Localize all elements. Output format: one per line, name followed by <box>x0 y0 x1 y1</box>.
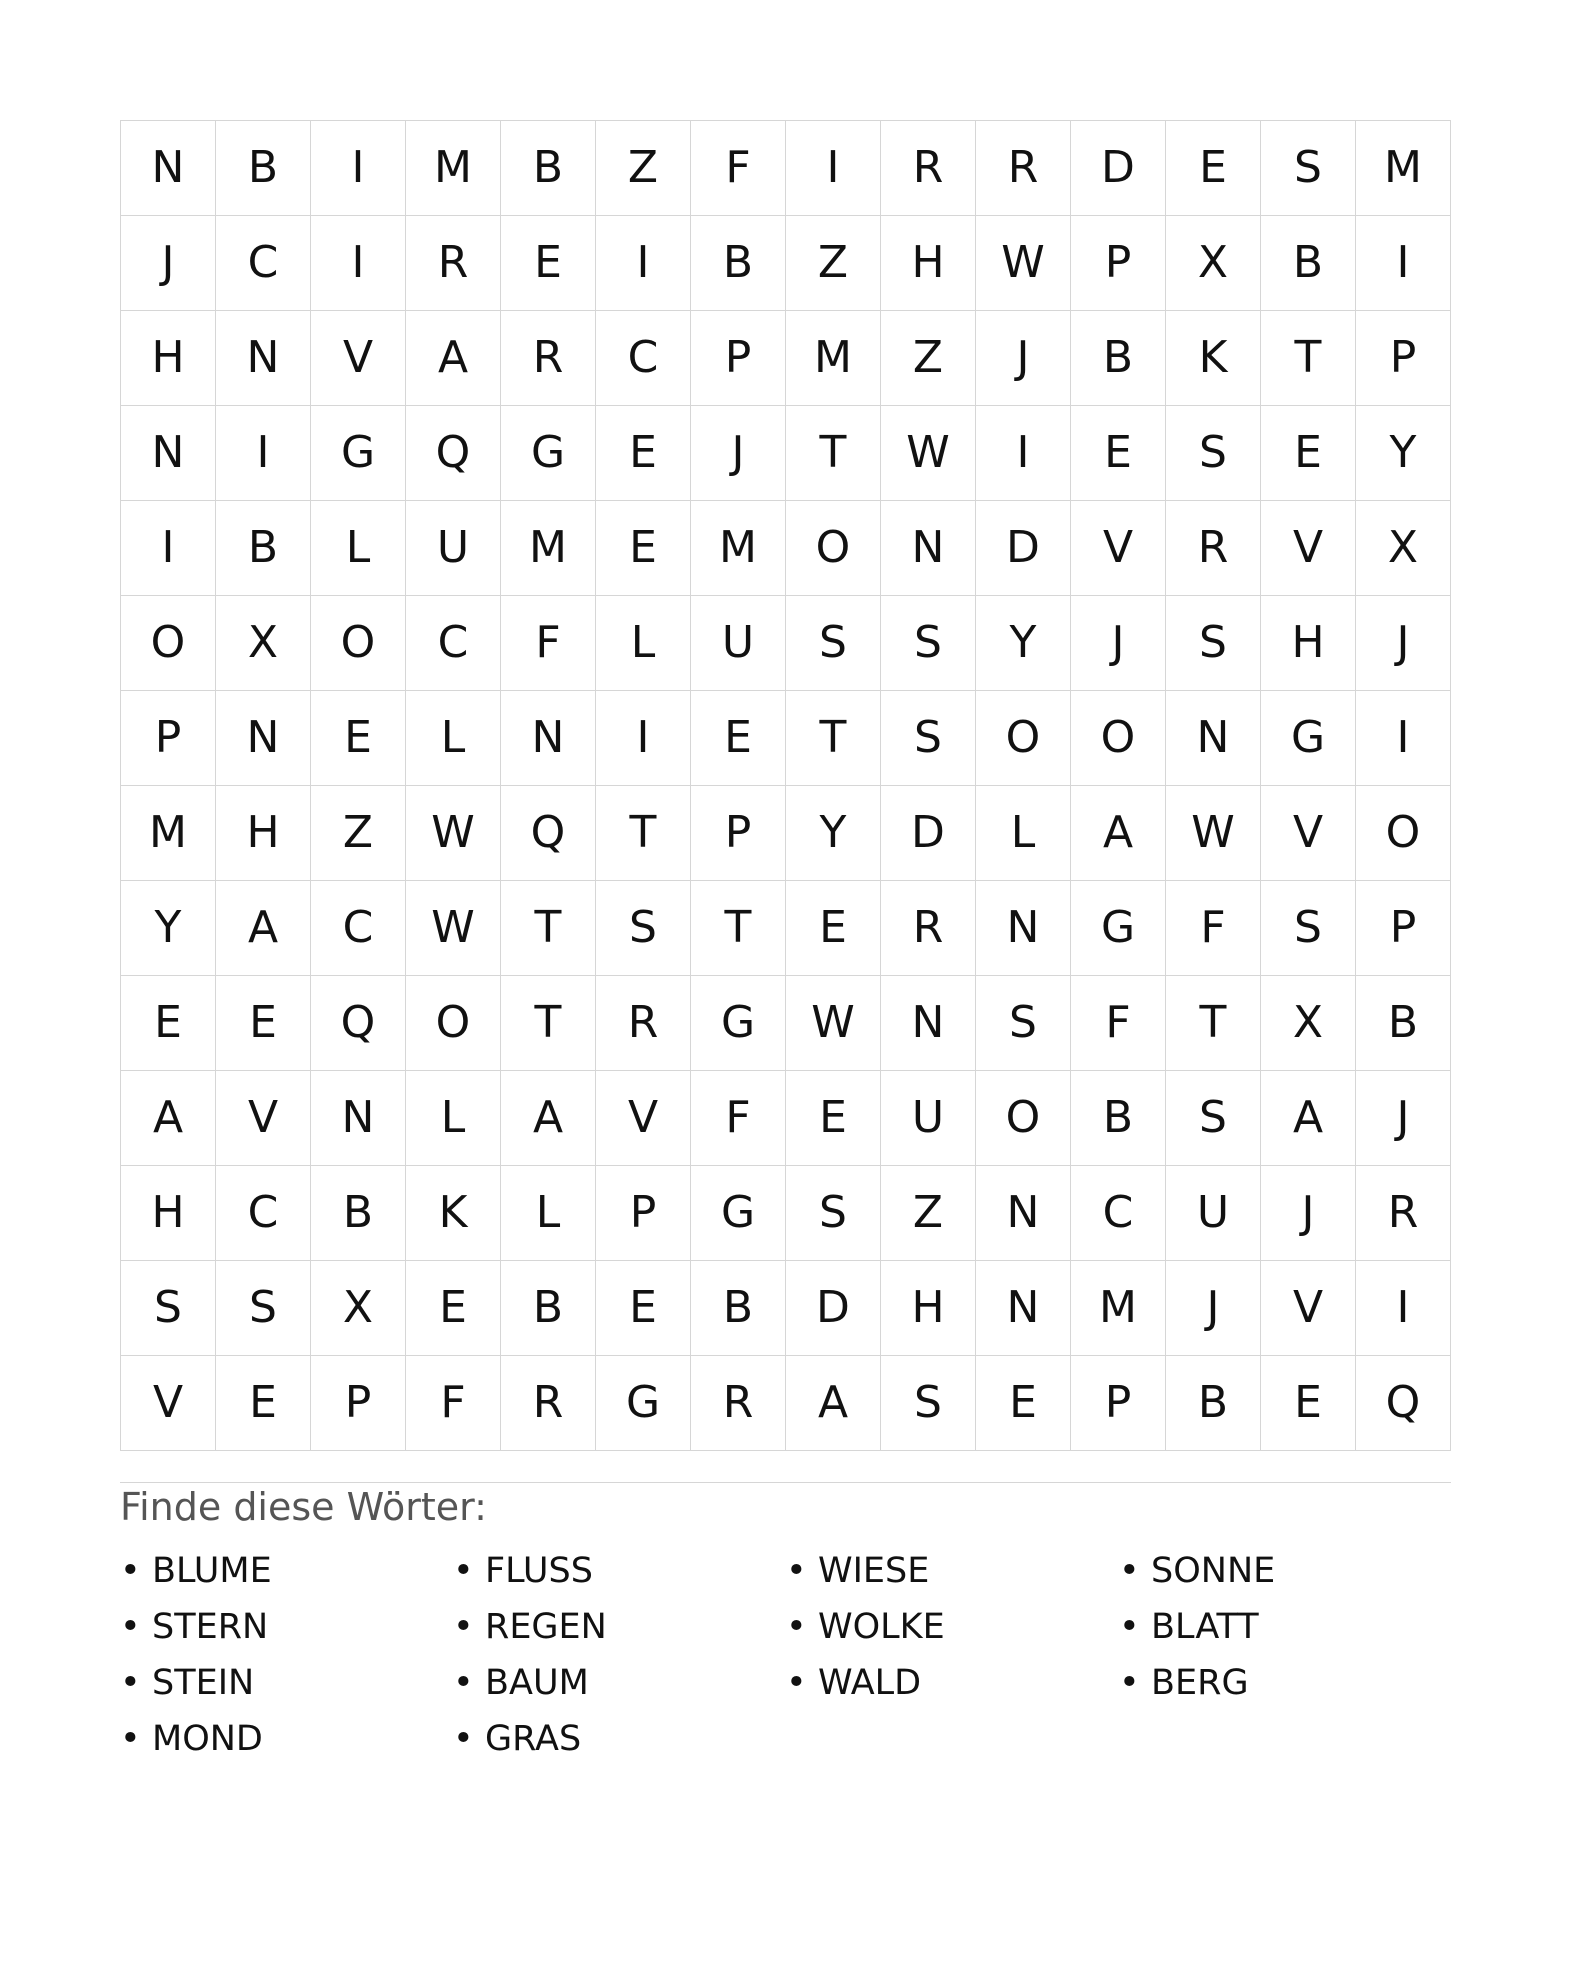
grid-cell[interactable]: L <box>596 596 691 691</box>
grid-cell[interactable]: T <box>501 881 596 976</box>
grid-cell[interactable]: E <box>1261 1356 1356 1451</box>
word-list-item <box>1119 1655 1452 1711</box>
grid-cell[interactable]: D <box>976 501 1071 596</box>
grid-cell[interactable]: F <box>1071 976 1166 1071</box>
grid-cell[interactable]: B <box>1261 216 1356 311</box>
grid-cell[interactable]: U <box>881 1071 976 1166</box>
grid-cell[interactable]: K <box>1166 311 1261 406</box>
grid-cell[interactable]: L <box>501 1166 596 1261</box>
grid-cell[interactable]: I <box>1356 216 1451 311</box>
grid-cell[interactable]: C <box>1071 1166 1166 1261</box>
grid-cell[interactable]: I <box>121 501 216 596</box>
grid-cell[interactable]: N <box>216 691 311 786</box>
grid-cell[interactable]: M <box>406 121 501 216</box>
grid-cell[interactable]: S <box>596 881 691 976</box>
grid-cell[interactable]: I <box>311 121 406 216</box>
grid-cell[interactable]: N <box>311 1071 406 1166</box>
grid-cell[interactable]: Q <box>406 406 501 501</box>
grid-cell[interactable]: H <box>121 311 216 406</box>
word-list-item <box>786 1655 1119 1711</box>
grid-cell[interactable]: R <box>1356 1166 1451 1261</box>
grid-cell[interactable]: A <box>216 881 311 976</box>
grid-cell[interactable]: E <box>1166 121 1261 216</box>
bullet-icon: • <box>1119 1607 1140 1647</box>
word-label: BLUME <box>152 1551 272 1591</box>
grid-cell[interactable]: J <box>691 406 786 501</box>
word-label: BLATT <box>1151 1607 1259 1647</box>
grid-cell[interactable]: E <box>596 1261 691 1356</box>
grid-cell[interactable]: K <box>406 1166 501 1261</box>
bullet-icon: • <box>786 1551 807 1591</box>
grid-cell[interactable]: P <box>596 1166 691 1261</box>
grid-cell[interactable]: B <box>1166 1356 1261 1451</box>
grid-cell[interactable]: H <box>216 786 311 881</box>
grid-cell[interactable]: W <box>1166 786 1261 881</box>
word-label: STERN <box>152 1607 269 1647</box>
grid-cell[interactable]: J <box>1356 596 1451 691</box>
grid-cell[interactable]: O <box>311 596 406 691</box>
bullet-icon: • <box>120 1663 141 1703</box>
word-list-item <box>453 1599 786 1655</box>
grid-cell[interactable]: I <box>311 216 406 311</box>
bullet-icon: • <box>453 1719 474 1759</box>
word-label: BAUM <box>485 1663 589 1703</box>
grid-cell[interactable]: Y <box>121 881 216 976</box>
grid-cell[interactable]: L <box>406 691 501 786</box>
grid-cell[interactable]: E <box>691 691 786 786</box>
grid-cell[interactable]: M <box>1356 121 1451 216</box>
grid-cell[interactable]: S <box>1261 121 1356 216</box>
grid-cell[interactable]: B <box>216 121 311 216</box>
grid-cell[interactable]: O <box>976 1071 1071 1166</box>
grid-cell[interactable]: P <box>1356 311 1451 406</box>
grid-cell[interactable]: Z <box>881 1166 976 1261</box>
grid-cell[interactable]: A <box>1071 786 1166 881</box>
grid-cell[interactable]: P <box>121 691 216 786</box>
grid-cell[interactable]: O <box>121 596 216 691</box>
grid-cell[interactable]: E <box>216 1356 311 1451</box>
grid-cell[interactable]: P <box>311 1356 406 1451</box>
word-list-item <box>120 1543 453 1599</box>
grid-cell[interactable]: R <box>976 121 1071 216</box>
grid-cell[interactable]: E <box>501 216 596 311</box>
grid-cell[interactable]: G <box>1071 881 1166 976</box>
grid-cell[interactable]: N <box>501 691 596 786</box>
grid-cell[interactable]: P <box>1071 1356 1166 1451</box>
grid-cell[interactable]: M <box>1071 1261 1166 1356</box>
word-list-title: Finde diese Wörter: <box>120 1485 487 1529</box>
word-list-item <box>120 1655 453 1711</box>
grid-cell[interactable]: R <box>501 1356 596 1451</box>
grid-cell[interactable]: N <box>121 406 216 501</box>
grid-cell[interactable]: L <box>311 501 406 596</box>
grid-cell[interactable]: B <box>311 1166 406 1261</box>
grid-cell[interactable]: Z <box>786 216 881 311</box>
grid-cell[interactable]: J <box>1071 596 1166 691</box>
grid-cell[interactable]: A <box>1261 1071 1356 1166</box>
grid-cell[interactable]: S <box>881 691 976 786</box>
grid-cell[interactable]: X <box>311 1261 406 1356</box>
grid-cell[interactable]: N <box>881 976 976 1071</box>
divider <box>120 1482 1451 1483</box>
grid-cell[interactable]: V <box>1261 786 1356 881</box>
grid-cell[interactable]: G <box>596 1356 691 1451</box>
word-list-item <box>786 1599 1119 1655</box>
grid-cell[interactable]: T <box>1261 311 1356 406</box>
grid-cell[interactable]: E <box>121 976 216 1071</box>
grid-cell[interactable]: O <box>406 976 501 1071</box>
grid-cell[interactable]: E <box>596 406 691 501</box>
bullet-icon: • <box>1119 1551 1140 1591</box>
grid-cell[interactable]: O <box>1356 786 1451 881</box>
grid-cell[interactable]: U <box>691 596 786 691</box>
word-label: MOND <box>152 1719 263 1759</box>
word-list-item <box>453 1543 786 1599</box>
grid-cell[interactable]: C <box>596 311 691 406</box>
grid-cell[interactable]: B <box>1356 976 1451 1071</box>
word-list <box>120 1543 1452 1767</box>
grid-cell[interactable]: G <box>1261 691 1356 786</box>
grid-cell[interactable]: S <box>1166 596 1261 691</box>
word-label: WIESE <box>818 1551 930 1591</box>
grid-cell[interactable]: P <box>691 786 786 881</box>
grid-cell[interactable]: J <box>976 311 1071 406</box>
grid-cell[interactable]: E <box>976 1356 1071 1451</box>
grid-cell[interactable]: J <box>1356 1071 1451 1166</box>
grid-cell[interactable]: I <box>1356 1261 1451 1356</box>
bullet-icon: • <box>453 1607 474 1647</box>
grid-cell[interactable]: W <box>406 786 501 881</box>
grid-cell[interactable]: R <box>881 881 976 976</box>
grid-cell[interactable]: B <box>501 121 596 216</box>
grid-cell[interactable]: B <box>1071 1071 1166 1166</box>
grid-cell[interactable]: Z <box>596 121 691 216</box>
grid-cell[interactable]: S <box>1166 406 1261 501</box>
bullet-icon: • <box>453 1551 474 1591</box>
grid-cell[interactable]: X <box>1356 501 1451 596</box>
grid-cell[interactable]: N <box>976 1261 1071 1356</box>
grid-cell[interactable]: P <box>1071 216 1166 311</box>
bullet-icon: • <box>786 1607 807 1647</box>
grid-cell[interactable]: X <box>1166 216 1261 311</box>
grid-cell[interactable]: T <box>786 406 881 501</box>
grid-cell[interactable]: C <box>311 881 406 976</box>
grid-cell[interactable]: F <box>691 121 786 216</box>
word-label: SONNE <box>1151 1551 1276 1591</box>
grid-cell[interactable]: Y <box>976 596 1071 691</box>
word-list-item <box>786 1543 1119 1599</box>
word-list-item <box>1119 1599 1452 1655</box>
grid-cell[interactable]: I <box>786 121 881 216</box>
grid-cell[interactable]: E <box>406 1261 501 1356</box>
word-list-item <box>120 1711 453 1767</box>
word-list-item <box>1119 1543 1452 1599</box>
grid-cell[interactable]: B <box>501 1261 596 1356</box>
grid-cell[interactable]: B <box>216 501 311 596</box>
grid-cell[interactable]: O <box>976 691 1071 786</box>
grid-cell[interactable]: E <box>786 1071 881 1166</box>
grid-cell[interactable]: Y <box>1356 406 1451 501</box>
grid-cell[interactable]: Q <box>1356 1356 1451 1451</box>
grid-cell[interactable]: B <box>691 1261 786 1356</box>
grid-cell[interactable]: E <box>1261 406 1356 501</box>
grid-cell[interactable]: A <box>406 311 501 406</box>
grid-cell[interactable]: V <box>311 311 406 406</box>
grid-cell[interactable]: G <box>691 1166 786 1261</box>
bullet-icon: • <box>1119 1663 1140 1703</box>
grid-cell[interactable]: R <box>881 121 976 216</box>
grid-cell[interactable]: O <box>786 501 881 596</box>
grid-cell[interactable]: B <box>691 216 786 311</box>
grid-cell[interactable]: Z <box>311 786 406 881</box>
grid-cell[interactable]: G <box>501 406 596 501</box>
grid-cell[interactable]: W <box>786 976 881 1071</box>
grid-cell[interactable]: S <box>786 1166 881 1261</box>
grid-cell[interactable]: Z <box>881 311 976 406</box>
grid-cell[interactable]: N <box>216 311 311 406</box>
grid-cell[interactable]: W <box>976 216 1071 311</box>
word-list-item <box>453 1655 786 1711</box>
grid-cell[interactable]: H <box>881 1261 976 1356</box>
grid-cell[interactable]: I <box>596 691 691 786</box>
grid-cell[interactable]: D <box>786 1261 881 1356</box>
grid-cell[interactable]: N <box>1166 691 1261 786</box>
grid-cell[interactable]: E <box>216 976 311 1071</box>
grid-cell[interactable]: C <box>406 596 501 691</box>
grid-cell[interactable]: P <box>1356 881 1451 976</box>
grid-cell[interactable]: E <box>596 501 691 596</box>
bullet-icon: • <box>120 1551 141 1591</box>
grid-cell[interactable]: V <box>216 1071 311 1166</box>
grid-cell[interactable]: X <box>1261 976 1356 1071</box>
word-label: WOLKE <box>818 1607 945 1647</box>
word-label: BERG <box>1151 1663 1249 1703</box>
word-list-item <box>120 1599 453 1655</box>
grid-cell[interactable]: T <box>786 691 881 786</box>
grid-cell[interactable]: L <box>976 786 1071 881</box>
grid-cell[interactable]: W <box>406 881 501 976</box>
grid-cell[interactable]: J <box>121 216 216 311</box>
grid-cell[interactable]: I <box>1356 691 1451 786</box>
bullet-icon: • <box>453 1663 474 1703</box>
grid-cell[interactable]: J <box>1261 1166 1356 1261</box>
grid-cell[interactable]: M <box>501 501 596 596</box>
grid-cell[interactable]: I <box>976 406 1071 501</box>
word-label: REGEN <box>485 1607 607 1647</box>
grid-cell[interactable]: F <box>501 596 596 691</box>
grid-cell[interactable]: T <box>1166 976 1261 1071</box>
grid-cell[interactable]: A <box>501 1071 596 1166</box>
grid-cell[interactable]: X <box>216 596 311 691</box>
grid-cell[interactable]: Q <box>501 786 596 881</box>
letter-grid <box>120 120 1451 1451</box>
grid-cell[interactable]: V <box>1261 501 1356 596</box>
grid-cell[interactable]: G <box>691 976 786 1071</box>
grid-cell[interactable]: U <box>1166 1166 1261 1261</box>
grid-cell[interactable]: V <box>121 1356 216 1451</box>
grid-cell[interactable]: M <box>121 786 216 881</box>
grid-cell[interactable]: S <box>881 596 976 691</box>
grid-cell[interactable]: C <box>216 1166 311 1261</box>
grid-cell[interactable]: S <box>786 596 881 691</box>
grid-cell[interactable]: M <box>691 501 786 596</box>
grid-cell[interactable]: N <box>976 1166 1071 1261</box>
grid-cell[interactable]: N <box>881 501 976 596</box>
word-list-item <box>453 1711 786 1767</box>
grid-cell[interactable]: W <box>881 406 976 501</box>
grid-cell[interactable]: A <box>786 1356 881 1451</box>
grid-cell[interactable]: H <box>121 1166 216 1261</box>
grid-cell[interactable]: O <box>1071 691 1166 786</box>
grid-cell[interactable]: U <box>406 501 501 596</box>
grid-cell[interactable]: T <box>501 976 596 1071</box>
bullet-icon: • <box>120 1607 141 1647</box>
grid-cell[interactable]: S <box>1261 881 1356 976</box>
grid-cell[interactable]: Q <box>311 976 406 1071</box>
grid-cell[interactable]: J <box>1166 1261 1261 1356</box>
grid-cell[interactable]: B <box>1071 311 1166 406</box>
grid-cell[interactable]: N <box>976 881 1071 976</box>
grid-cell[interactable]: R <box>1166 501 1261 596</box>
grid-cell[interactable]: L <box>406 1071 501 1166</box>
grid-cell[interactable]: I <box>216 406 311 501</box>
grid-cell[interactable]: R <box>501 311 596 406</box>
grid-cell[interactable]: N <box>121 121 216 216</box>
word-label: STEIN <box>152 1663 255 1703</box>
bullet-icon: • <box>120 1719 141 1759</box>
grid-cell[interactable]: E <box>311 691 406 786</box>
grid-cell[interactable]: A <box>121 1071 216 1166</box>
grid-cell[interactable]: E <box>1071 406 1166 501</box>
grid-cell[interactable]: T <box>596 786 691 881</box>
grid-cell[interactable]: V <box>1071 501 1166 596</box>
grid-cell[interactable]: S <box>881 1356 976 1451</box>
bullet-icon: • <box>786 1663 807 1703</box>
word-label: GRAS <box>485 1719 582 1759</box>
grid-cell[interactable]: M <box>786 311 881 406</box>
grid-cell[interactable]: S <box>121 1261 216 1356</box>
grid-cell[interactable]: S <box>1166 1071 1261 1166</box>
grid-cell[interactable]: H <box>1261 596 1356 691</box>
word-label: FLUSS <box>485 1551 593 1591</box>
word-label: WALD <box>818 1663 922 1703</box>
grid-cell[interactable]: R <box>691 1356 786 1451</box>
grid-cell[interactable]: V <box>596 1071 691 1166</box>
grid-cell[interactable]: S <box>216 1261 311 1356</box>
grid-cell[interactable]: S <box>976 976 1071 1071</box>
grid-cell[interactable]: D <box>881 786 976 881</box>
grid-cell[interactable]: V <box>1261 1261 1356 1356</box>
grid-cell[interactable]: E <box>786 881 881 976</box>
grid-cell[interactable]: C <box>216 216 311 311</box>
grid-cell[interactable]: D <box>1071 121 1166 216</box>
grid-cell[interactable]: T <box>691 881 786 976</box>
grid-cell[interactable]: Y <box>786 786 881 881</box>
grid-cell[interactable]: F <box>1166 881 1261 976</box>
grid-cell[interactable]: P <box>691 311 786 406</box>
grid-cell[interactable]: R <box>596 976 691 1071</box>
grid-cell[interactable]: I <box>596 216 691 311</box>
grid-cell[interactable]: G <box>311 406 406 501</box>
grid-cell[interactable]: H <box>881 216 976 311</box>
grid-cell[interactable]: F <box>406 1356 501 1451</box>
grid-cell[interactable]: F <box>691 1071 786 1166</box>
grid-cell[interactable]: R <box>406 216 501 311</box>
